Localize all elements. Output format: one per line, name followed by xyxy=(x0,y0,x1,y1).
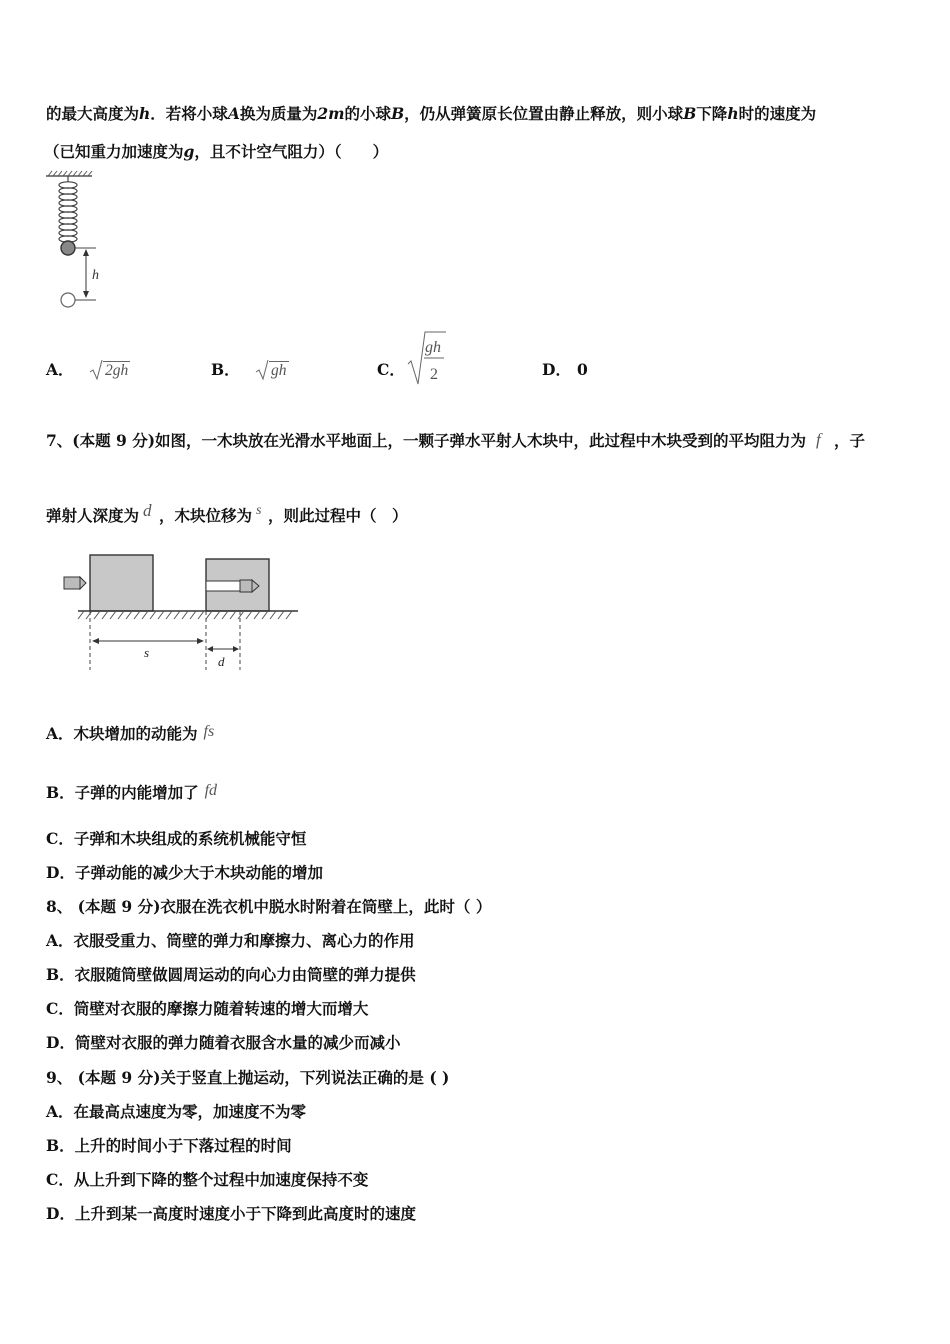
arrow-s-head-right xyxy=(197,638,204,644)
arrow-d-head-right xyxy=(233,646,239,652)
arrow-d-head-left xyxy=(207,646,213,652)
symbol-f: f xyxy=(816,430,821,449)
q7-text: ，木块位移为 xyxy=(159,506,253,525)
q6-var-B: B xyxy=(391,104,405,123)
q9-stem: 9、 (本题 9 分)关于竖直上抛运动，下列说法正确的是 ( ) xyxy=(46,1068,450,1087)
q6-var-g: g xyxy=(183,142,195,161)
q6-options xyxy=(46,339,646,395)
sqrt-sign xyxy=(89,359,103,381)
symbol-s: s xyxy=(256,503,262,518)
block-initial xyxy=(90,555,153,611)
q6-line-1 xyxy=(46,102,816,124)
arrow-s-head-left xyxy=(92,638,99,644)
sqrt-expression xyxy=(89,359,130,381)
q6-var-h: h xyxy=(727,104,739,123)
q6-text: 换为质量为 xyxy=(239,104,318,123)
q6-var-A: A xyxy=(227,104,240,123)
q6-text: ．若将小球 xyxy=(150,104,228,123)
q6-option-a xyxy=(46,358,130,381)
q6-option-c xyxy=(377,358,405,380)
q6-text: ，仍从弹簧原长位置由静止释放，则小球 xyxy=(404,104,684,123)
q6-option-d xyxy=(542,358,588,380)
label-d: d xyxy=(218,654,225,669)
q7-line-1 xyxy=(46,429,865,451)
ball-lower xyxy=(61,293,75,307)
label-s: s xyxy=(144,645,150,660)
q7-text: 7、(本题 9 分)如图，一木块放在光滑水平地面上，一颗子弹水平射人木块中，此过程中木块受到的平均阻力为 xyxy=(46,431,807,450)
ground-hatching xyxy=(78,611,292,619)
spring-figure xyxy=(40,168,120,313)
ball-upper xyxy=(61,241,75,255)
expr-fs: fs xyxy=(203,723,215,740)
option-label: A． xyxy=(46,360,74,379)
option-value: 0 xyxy=(576,360,588,379)
bullet-embedded xyxy=(206,580,259,592)
q6-text: 的小球 xyxy=(344,104,392,123)
q6-text: 的最大高度为 xyxy=(46,104,140,123)
arrow-head-down xyxy=(83,291,89,298)
fraction-denominator: 2 xyxy=(430,366,438,383)
sqrt-sign xyxy=(255,359,269,381)
q6-var-2m: 2m xyxy=(317,104,345,123)
q8-option-a: A．衣服受重力、筒壁的弹力和摩擦力、离心力的作用 xyxy=(46,931,415,950)
q7-option-d: D．子弹动能的减少大于木块动能的增加 xyxy=(46,863,323,882)
option-text: A．木块增加的动能为 xyxy=(46,724,198,743)
q6-var-B: B xyxy=(683,104,697,123)
q8-stem: 8、 (本题 9 分)衣服在洗衣机中脱水时附着在筒壁上，此时（ ） xyxy=(46,897,492,916)
option-text: B．子弹的内能增加了 xyxy=(46,783,199,802)
q7-option-a xyxy=(46,722,222,744)
label-h: h xyxy=(92,268,99,283)
q8-option-c: C．筒壁对衣服的摩擦力随着转速的增大而增大 xyxy=(46,999,369,1018)
fraction-numerator: gh xyxy=(425,339,441,356)
sqrt-fraction xyxy=(406,330,451,388)
q9-option-a: A．在最高点速度为零，加速度不为零 xyxy=(46,1102,307,1121)
expr-fd: fd xyxy=(204,782,218,799)
q6-option-b xyxy=(211,358,289,381)
q8-option-d: D．筒壁对衣服的弹力随着衣服含水量的减少而减小 xyxy=(46,1033,401,1052)
q6-text: 时的速度为 xyxy=(738,104,817,123)
q7-text: ，则此过程中（ ） xyxy=(268,506,408,525)
q7-text: 弹射人深度为 xyxy=(46,506,140,525)
arrow-head-up xyxy=(83,249,89,256)
bullet-block-figure xyxy=(44,545,304,680)
option-label: C． xyxy=(377,360,405,379)
q6-text: （已知重力加速度为 xyxy=(44,142,184,161)
spring-coil xyxy=(59,176,77,242)
q9-option-b: B．上升的时间小于下落过程的时间 xyxy=(46,1136,292,1155)
q7-option-c: C．子弹和木块组成的系统机械能守恒 xyxy=(46,829,307,848)
q7-text: ，子 xyxy=(834,431,866,450)
q7-line-2 xyxy=(46,501,408,526)
q9-option-d: D．上升到某一高度时速度小于下降到此高度时的速度 xyxy=(46,1204,416,1223)
bullet xyxy=(64,577,86,589)
q6-line-2 xyxy=(44,140,388,162)
sqrt-expression xyxy=(255,359,289,381)
option-label: B． xyxy=(211,360,240,379)
q6-text: 下降 xyxy=(696,104,728,123)
q9-option-c: C．从上升到下降的整个过程中加速度保持不变 xyxy=(46,1170,369,1189)
q6-text: ，且不计空气阻力）（ ） xyxy=(194,142,389,161)
option-label: D． xyxy=(542,360,571,379)
ceiling xyxy=(46,171,92,176)
q7-option-b xyxy=(46,781,223,803)
symbol-d: d xyxy=(143,501,152,520)
q8-option-b: B．衣服随筒壁做圆周运动的向心力由筒壁的弹力提供 xyxy=(46,965,416,984)
q6-var-h: h xyxy=(139,104,151,123)
sqrt-radicand: 2gh xyxy=(104,362,129,379)
sqrt-radicand: gh xyxy=(271,362,287,379)
